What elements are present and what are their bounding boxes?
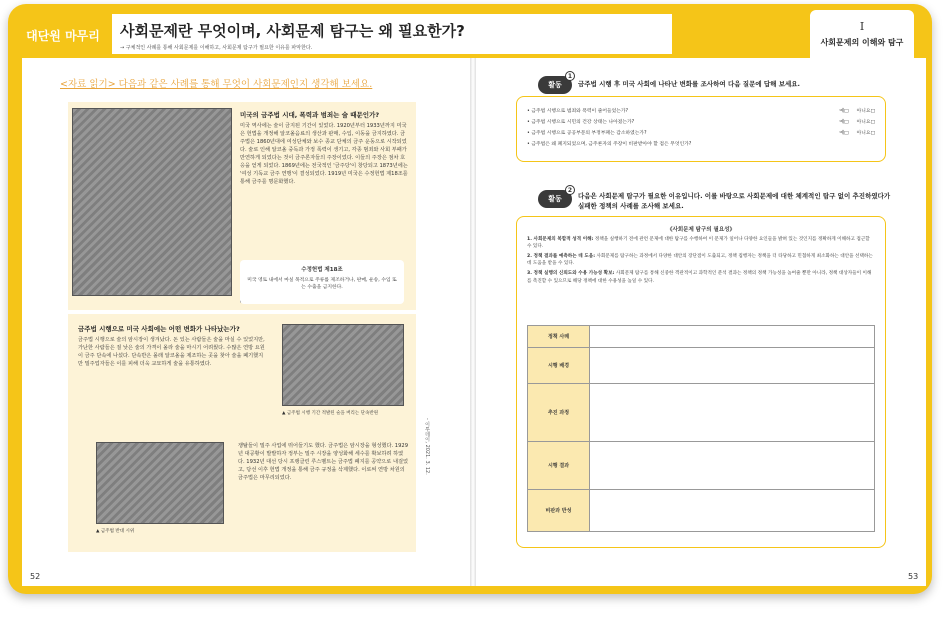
section2-body-2: 쟁탈들이 밀주 사업에 뛰어들기도 했다. 금주법은 암시장을 형성했다. 1929년 대공황이 발발하자 정부는 밀주 시장을 양성화해 세수를 확보하려 하였다. 1932년 대선 당시 프랭클린 루스벨트는 금주법 폐지를 공약으로 내걸었고, 당선 이후 헌법 개정을 통해 금주 규정을 삭제했다. 이로써 연방 차원의 금주법은 마무리되었다. bbox=[238, 443, 408, 482]
section2-heading: 금주법 시행으로 미국 사회에는 어떤 변화가 나타났는가? bbox=[78, 325, 240, 333]
activity-2-instruction: 다음은 사회문제 탐구가 필요한 이유입니다. 이를 바탕으로 사회문제에 대한 체계적인 탐구 없이 추진하였다가 실패한 정책의 사례를 조사해 보세요. bbox=[578, 192, 891, 210]
activity-2-number: 2 bbox=[565, 185, 575, 195]
source-citation: - 이투데이, 2021. 3. 12. bbox=[424, 418, 430, 475]
page-number-left: 52 bbox=[30, 572, 41, 581]
protest-caption: ▲ 금주법 반대 시위 bbox=[96, 529, 135, 534]
yes-checkbox[interactable]: 예□ bbox=[839, 109, 849, 114]
question-box bbox=[516, 96, 886, 162]
question-row: • 금주법 시행으로 시민의 건강 상태는 나아졌는가? 예□ 아니요□ bbox=[527, 120, 875, 125]
activity-1-badge: 활동 1 bbox=[538, 76, 572, 94]
section1-body: 미국 역사에는 술이 금지된 기간이 있었다. 1920년부터 1933년까지 미국은 헌법을 개정해 알코올음료의 생산과 판매, 수입, 이동을 금지하였다. 금주법은 1860년대에 여성단체와 보수 종교 단체의 금주 운동으로 시작되었다. 술로 인해 알코올 중독과 가정 폭력이 생기고, 각종 범죄와 사회 부패가 만연하게 되었다는 것이 금주론자들의 주장이었다. 이들의 주장은 점차 호응을 얻게 되었다. 1869년에는 전국적인 '금주당'이 창당되고 1873년에는 '여성 기독교 금주 연맹'이 결성되었다. 1919년 미국은 수정헌법 제18조를 통해 금주를 명문화했다. bbox=[240, 123, 408, 186]
answer-cell[interactable] bbox=[590, 348, 875, 384]
page-header bbox=[112, 14, 672, 54]
protest-photo bbox=[96, 442, 224, 524]
section2-body: 금주법 시행으로 술의 암시장이 생겨났다. 돈 있는 사람들은 술을 마실 수 있었지만, 가난한 사람들은 질 낮은 술의 가격이 올라 술을 마시기 어려웠다. 수많은 연방 요원이 금주 단속에 나섰다. 단속반은 몰래 알코올을 제조하는 곳을 찾아 술을 폐기했지만 밀주업자들은 이를 피해 더욱 교묘하게 술을 유통하였다. bbox=[78, 337, 265, 368]
activity-2-badge: 활동 2 bbox=[538, 190, 572, 208]
question-row: • 금주법 시행으로 범죄와 폭력이 줄어들었는가? 예□ 아니요□ bbox=[527, 109, 875, 114]
row-header: 추진 과정 bbox=[528, 384, 590, 442]
law-body: 미국 영토 내에서 마실 목적으로 주류를 제조하거나, 판매, 운송, 수입 또는 수출을 금지한다. bbox=[247, 278, 397, 291]
reading-card-2 bbox=[68, 314, 416, 552]
row-header: 시행 결과 bbox=[528, 442, 590, 490]
answer-cell[interactable] bbox=[590, 326, 875, 348]
guide-title: 《사회문제 탐구의 필요성》 bbox=[667, 227, 735, 233]
no-checkbox[interactable]: 아니요□ bbox=[856, 131, 875, 136]
answer-cell[interactable] bbox=[590, 384, 875, 442]
table-row bbox=[528, 490, 875, 532]
reading-card-1 bbox=[68, 102, 416, 310]
table-row bbox=[528, 326, 875, 348]
chapter-number: I bbox=[859, 20, 865, 33]
right-page bbox=[476, 58, 926, 586]
enforcement-photo bbox=[282, 324, 404, 406]
row-header: 비판과 반성 bbox=[528, 490, 590, 532]
page-title: 사회문제란 무엇이며, 사회문제 탐구는 왜 필요한가? bbox=[120, 22, 465, 40]
table-row bbox=[528, 384, 875, 442]
left-page bbox=[22, 58, 470, 586]
guide-item: 1. 사회문제의 복합적 성격 이해: 정책을 실행하기 전에 관련 문제에 대한 탐구를 수행하여 이 문제가 일어나 다양한 요인들을 밝혀 있는 것인지를 정확하게 이해하고 접근할 수 있다. bbox=[527, 237, 870, 250]
activity-1-number: 1 bbox=[565, 71, 575, 81]
question-row: • 금주법 시행으로 공공부문의 부정부패는 감소하였는가? 예□ 아니요□ bbox=[527, 131, 875, 136]
yes-checkbox[interactable]: 예□ bbox=[839, 131, 849, 136]
policy-table bbox=[527, 325, 875, 532]
table-row bbox=[528, 442, 875, 490]
section1-heading: 미국의 금주법 시대, 폭력과 범죄는 술 때문인가? bbox=[240, 111, 380, 119]
enforcement-caption: ▲ 금주법 시행 기간 적발된 술을 버리는 단속반원 bbox=[282, 411, 379, 416]
question-row: • 금주법은 왜 폐지되었으며, 금주론자의 주장이 비판받아야 할 점은 무엇인가? bbox=[527, 142, 692, 147]
no-checkbox[interactable]: 아니요□ bbox=[856, 109, 875, 114]
cartoon-image bbox=[72, 108, 232, 296]
law-box bbox=[240, 260, 404, 304]
yes-checkbox[interactable]: 예□ bbox=[839, 120, 849, 125]
law-title: 수정헌법 제18조 bbox=[301, 267, 343, 273]
activity-1-instruction: 금주법 시행 후 미국 사회에 나타난 변화를 조사하여 다음 질문에 답해 보세요. bbox=[578, 80, 801, 88]
guide-item: 3. 정책 실행의 신뢰도와 수용 가능성 확보: 사회문제 탐구를 통해 신중한 객관적이고 과학적인 분석 결과는 정책의 정책 가능성을 높여줄 뿐만 아니라, 정책 대상자들이 이해를 촉진할 수 있으므로 해당 정책에 대한 수용성을 높일 수 있다. bbox=[527, 271, 872, 284]
row-header: 시행 배경 bbox=[528, 348, 590, 384]
row-header: 정책 사례 bbox=[528, 326, 590, 348]
reading-lead: <자료 읽기> 다음과 같은 사례를 통해 무엇이 사회문제인지 생각해 보세요. bbox=[60, 79, 373, 90]
page-subtitle: → 구체적인 사례를 통해 사회문제를 이해하고, 사회문제 탐구가 필요한 이유를 파악한다. bbox=[120, 45, 313, 51]
no-checkbox[interactable]: 아니요□ bbox=[856, 120, 875, 125]
research-box bbox=[516, 216, 886, 548]
answer-cell[interactable] bbox=[590, 442, 875, 490]
guide-item: 2. 정책 결과를 예측하는 데 도움: 사회문제를 탐구하는 과정에서 다양한 대안의 장단점이 도출되고, 정책 집행자는 정책을 더 타당하고 민첩하게 최소화하는 대안을 선택하는 데 도움을 받을 수 있다. bbox=[527, 254, 873, 267]
page-number-right: 53 bbox=[908, 572, 919, 581]
answer-cell[interactable] bbox=[590, 490, 875, 532]
unit-summary-tag: 대단원 마무리 bbox=[26, 28, 100, 43]
chapter-name: 사회문제의 이해와 탐구 bbox=[820, 38, 904, 47]
table-row bbox=[528, 348, 875, 384]
